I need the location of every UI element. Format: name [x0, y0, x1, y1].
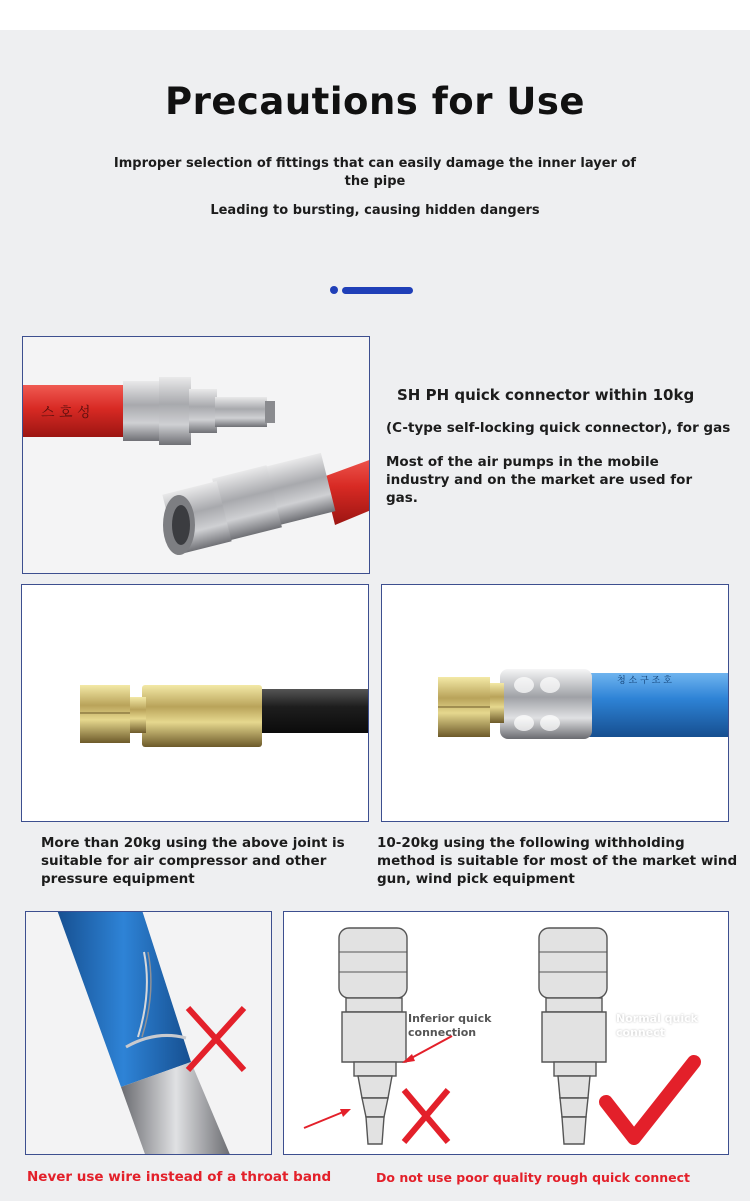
subtitle-line-2: Leading to bursting, causing hidden dangers [210, 203, 540, 218]
wire-hose-illustration [26, 912, 271, 1154]
section1-line1: (C-type self-locking quick connector), for gas [386, 420, 731, 436]
subtitle-line-1: Improper selection of fittings that can easily damage the inner layer of the pipe [113, 156, 637, 189]
black-hose-illustration [22, 585, 368, 821]
quality-warning-text: Do not use poor quality rough quick connect [376, 1170, 690, 1185]
svg-text:청 소 구 조 호: 청 소 구 조 호 [617, 676, 672, 686]
indicator-bar [342, 287, 413, 294]
photo-black-hose-fitting [21, 584, 369, 822]
section1-line2: Most of the air pumps in the mobile industry and on the market are used for gas. [386, 454, 693, 506]
svg-text:스 호 성: 스 호 성 [41, 405, 91, 421]
page-title: Precautions for Use [164, 80, 586, 123]
section2-left-caption: More than 20kg using the above joint is suitable for air compressor and other pressure equipment [41, 835, 345, 887]
photo-quick-connector [22, 336, 370, 574]
photo-blue-hose-fitting [381, 584, 729, 822]
quick-connector-illustration [23, 337, 369, 573]
inferior-connection-label: Inferior quick connection [408, 1012, 492, 1039]
blue-hose-illustration [382, 585, 728, 821]
section2-right-caption: 10-20kg using the following withholding method is suitable for most of the market wind gun, wind pick equipment [377, 835, 738, 887]
wire-warning-text: Never use wire instead of a throat band [27, 1169, 332, 1185]
section1-heading: SH PH quick connector within 10kg [397, 386, 695, 404]
photo-wire-tied-hose [25, 911, 272, 1155]
indicator-dot [330, 286, 338, 294]
normal-connection-label: Normal quick connect [616, 1012, 698, 1039]
diagram-connector-comparison [283, 911, 729, 1155]
